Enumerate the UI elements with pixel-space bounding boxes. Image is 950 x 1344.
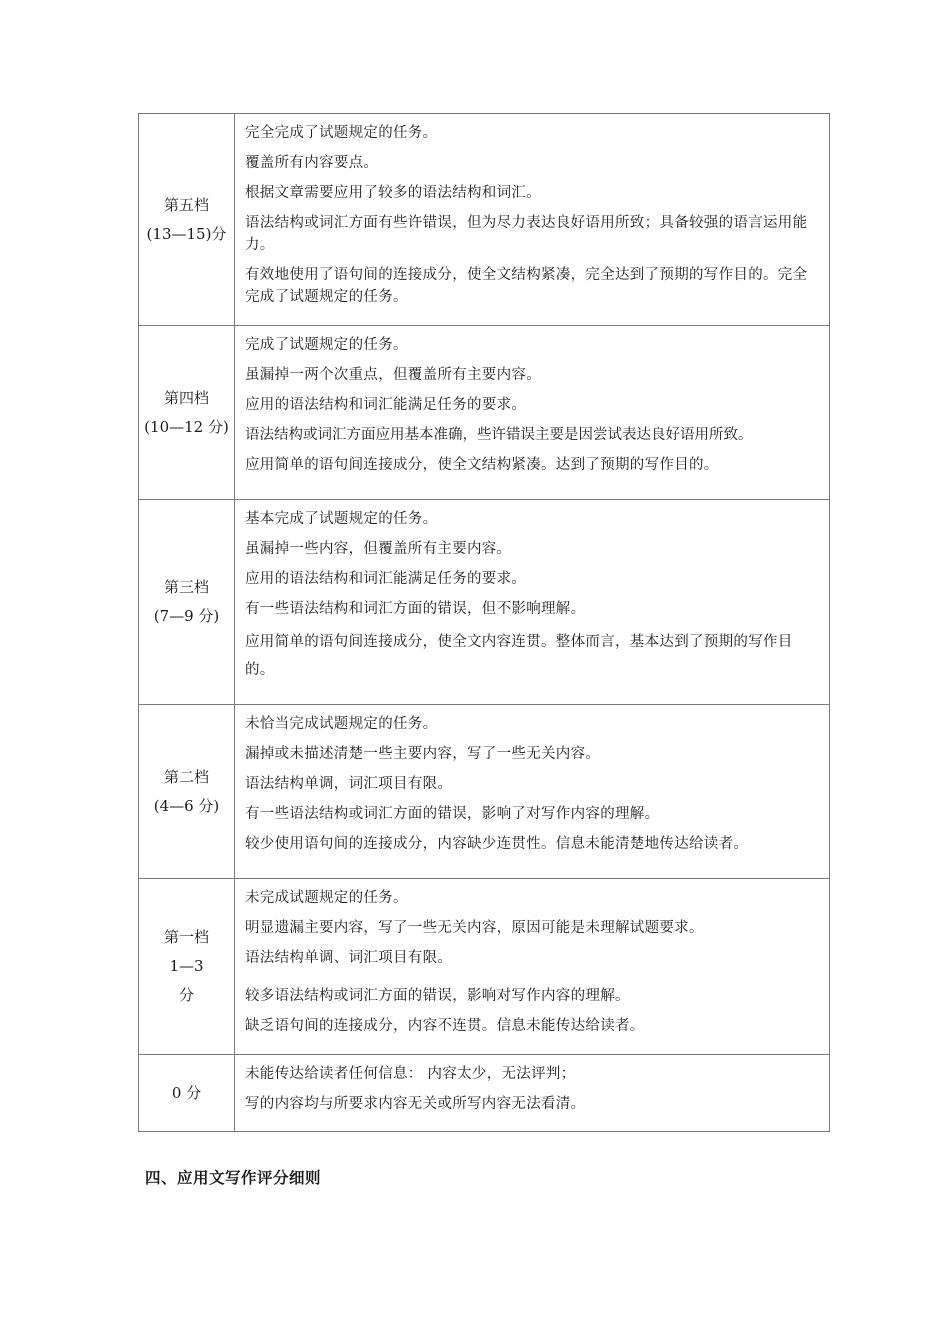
- level-range: 1—3: [169, 957, 204, 975]
- level-cell: [139, 879, 235, 1055]
- criteria-line: 语法结构或词汇方面有些许错误，但为尽力表达良好语用所致；具备较强的语言运用能力。: [245, 215, 808, 253]
- level-range: (10—12 分): [144, 417, 229, 436]
- level-cell: [139, 114, 235, 326]
- criteria-line: 应用的语法结构和词汇能满足任务的要求。: [245, 571, 527, 587]
- criteria-line: 语法结构或词汇方面应用基本准确，些许错误主要是因尝试表达良好语用所致。: [245, 427, 753, 443]
- criteria-line: 应用简单的语句间连接成分，使全文结构紧凑。达到了预期的写作目的。: [245, 457, 719, 473]
- level-cell: [139, 326, 235, 500]
- level-name: 第四档: [163, 388, 209, 407]
- criteria-line: 未完成试题规定的任务。: [245, 890, 408, 906]
- rubric-row-level-5: [139, 114, 830, 326]
- criteria-line: 虽漏掉一两个次重点，但覆盖所有主要内容。: [245, 367, 541, 383]
- criteria-line: 较多语法结构或词汇方面的错误，影响对写作内容的理解。: [245, 988, 630, 1004]
- criteria-line: 完成了试题规定的任务。: [245, 337, 408, 353]
- criteria-cell: [235, 114, 830, 326]
- criteria-line: 明显遗漏主要内容，写了一些无关内容，原因可能是未理解试题要求。: [245, 920, 704, 936]
- rubric-row-level-0: [139, 1055, 830, 1132]
- criteria-line: 虽漏掉一些内容，但覆盖所有主要内容。: [245, 541, 512, 557]
- rubric-row-level-2: [139, 705, 830, 879]
- criteria-line: 语法结构单调，词汇项目有限。: [245, 776, 453, 792]
- criteria-cell: [235, 705, 830, 879]
- rubric-row-level-1: [139, 879, 830, 1055]
- criteria-cell: [235, 500, 830, 705]
- criteria-line: 应用简单的语句间连接成分，使全文内容连贯。整体而言，基本达到了预期的写作目的。: [245, 634, 793, 678]
- criteria-line: 漏掉或未描述清楚一些主要内容，写了一些无关内容。: [245, 746, 601, 762]
- criteria-line: 应用的语法结构和词汇能满足任务的要求。: [245, 397, 527, 413]
- criteria-line: 未能传达给读者任何信息： 内容太少，无法评判；: [245, 1066, 576, 1082]
- level-name: 第一档: [163, 928, 209, 946]
- level-cell: [139, 1055, 235, 1132]
- criteria-line: 未恰当完成试题规定的任务。: [245, 716, 438, 732]
- criteria-line: 有一些语法结构和词汇方面的错误，但不影响理解。: [245, 601, 586, 617]
- scoring-rubric-table: [138, 113, 830, 1132]
- level-name: 第二档: [163, 767, 209, 786]
- criteria-line: 较少使用语句间的连接成分，内容缺少连贯性。信息未能清楚地传达给读者。: [245, 836, 749, 852]
- criteria-cell: [235, 326, 830, 500]
- level-cell: [139, 500, 235, 705]
- rubric-row-level-3: [139, 500, 830, 705]
- level-range: (4—6 分): [153, 796, 220, 815]
- criteria-line: 根据文章需要应用了较多的语法结构和词汇。: [245, 185, 541, 201]
- criteria-line: 有效地使用了语句间的连接成分，使全文结构紧凑，完全达到了预期的写作目的。完全完成了试题规定的任务。: [245, 267, 808, 305]
- criteria-line: 缺乏语句间的连接成分，内容不连贯。信息未能传达给读者。: [245, 1018, 645, 1034]
- level-name: 第三档: [163, 578, 209, 596]
- level-name: 第五档: [163, 195, 209, 214]
- level-name: 0 分: [171, 1083, 202, 1102]
- criteria-line: 覆盖所有内容要点。: [245, 155, 379, 171]
- level-range: 分: [178, 986, 194, 1004]
- criteria-line: 语法结构单调、词汇项目有限。: [245, 950, 453, 966]
- criteria-line: 完全完成了试题规定的任务。: [245, 125, 438, 141]
- level-range: (7—9 分): [153, 607, 220, 625]
- criteria-cell: [235, 879, 830, 1055]
- criteria-cell: [235, 1055, 830, 1132]
- criteria-line: 有一些语法结构或词汇方面的错误，影响了对写作内容的理解。: [245, 806, 660, 822]
- criteria-line: 写的内容均与所要求内容无关或所写内容无法看清。: [245, 1096, 586, 1112]
- section-heading: 四、应用文写作评分细则: [145, 1168, 322, 1187]
- level-cell: [139, 705, 235, 879]
- rubric-row-level-4: [139, 326, 830, 500]
- criteria-line: 基本完成了试题规定的任务。: [245, 511, 438, 527]
- level-range: (13—15)分: [146, 224, 227, 243]
